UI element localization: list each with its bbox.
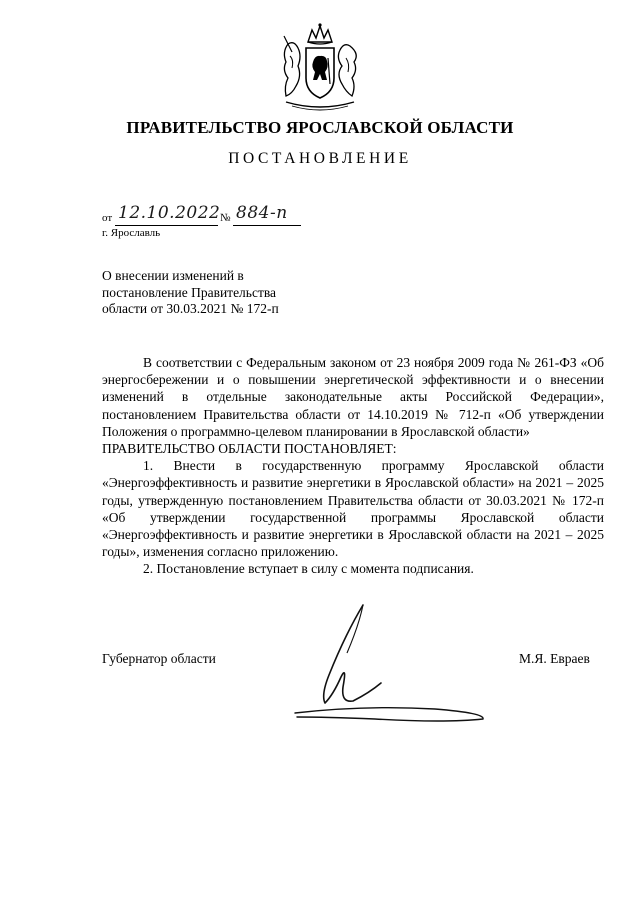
city: г. Ярославль (102, 227, 161, 239)
number-underline (233, 225, 301, 226)
government-title: ПРАВИТЕЛЬСТВО ЯРОСЛАВСКОЙ ОБЛАСТИ (126, 118, 514, 137)
date-underline (115, 225, 218, 226)
date-number-line (102, 204, 322, 226)
signer-role: Губернатор области (102, 651, 216, 666)
handwritten-signature-icon (285, 595, 495, 730)
document-type: ПОСТАНОВЛЕНИЕ (228, 150, 412, 167)
signer-name: М.Я. Евраев (519, 651, 590, 666)
number-prefix: № (220, 212, 231, 224)
preamble-paragraph: В соответствии с Федеральным законом от 23 ноября 2009 года № 261-ФЗ «Об энергосбережении и о повышении энергетической эффективности и о внесении изменений в отдельные законодательные акты Российской Федерации», постановлением Правительства области от 14.10.2019 № 712-п «Об утверждении Положения о программно-целевом планировании в Ярославской области» (102, 355, 604, 439)
document-subject (102, 268, 342, 318)
resolves-line: ПРАВИТЕЛЬСТВО ОБЛАСТИ ПОСТАНОВЛЯЕТ: (102, 441, 397, 457)
date-prefix: от (102, 212, 113, 224)
subject-line: области от 30.03.2021 № 172-п (102, 301, 279, 316)
subject-line: постановление Правительства (102, 284, 277, 300)
item-1-paragraph: 1. Внести в государственную программу Ярославской области «Энергоэффективность и развитие энергетики в Ярославской области» на 2021 – 2025 годы, утвержденную постановлением Правительства области от 30.03.2021 № 172-п «Об утверждении государственной программы Ярославской области «Энергоэффективность и развитие энергетики в Ярославской области на 2021 – 2025 годы», изменения согласно приложению. (102, 458, 604, 560)
coat-of-arms-icon (272, 22, 368, 114)
handwritten-number: 884-п (236, 203, 288, 223)
item-2-paragraph: 2. Постановление вступает в силу с момента подписания. (143, 561, 474, 577)
handwritten-date: 12.10.2022 (118, 203, 221, 223)
subject-line: О внесении изменений в (102, 268, 244, 283)
document-body (102, 354, 604, 578)
